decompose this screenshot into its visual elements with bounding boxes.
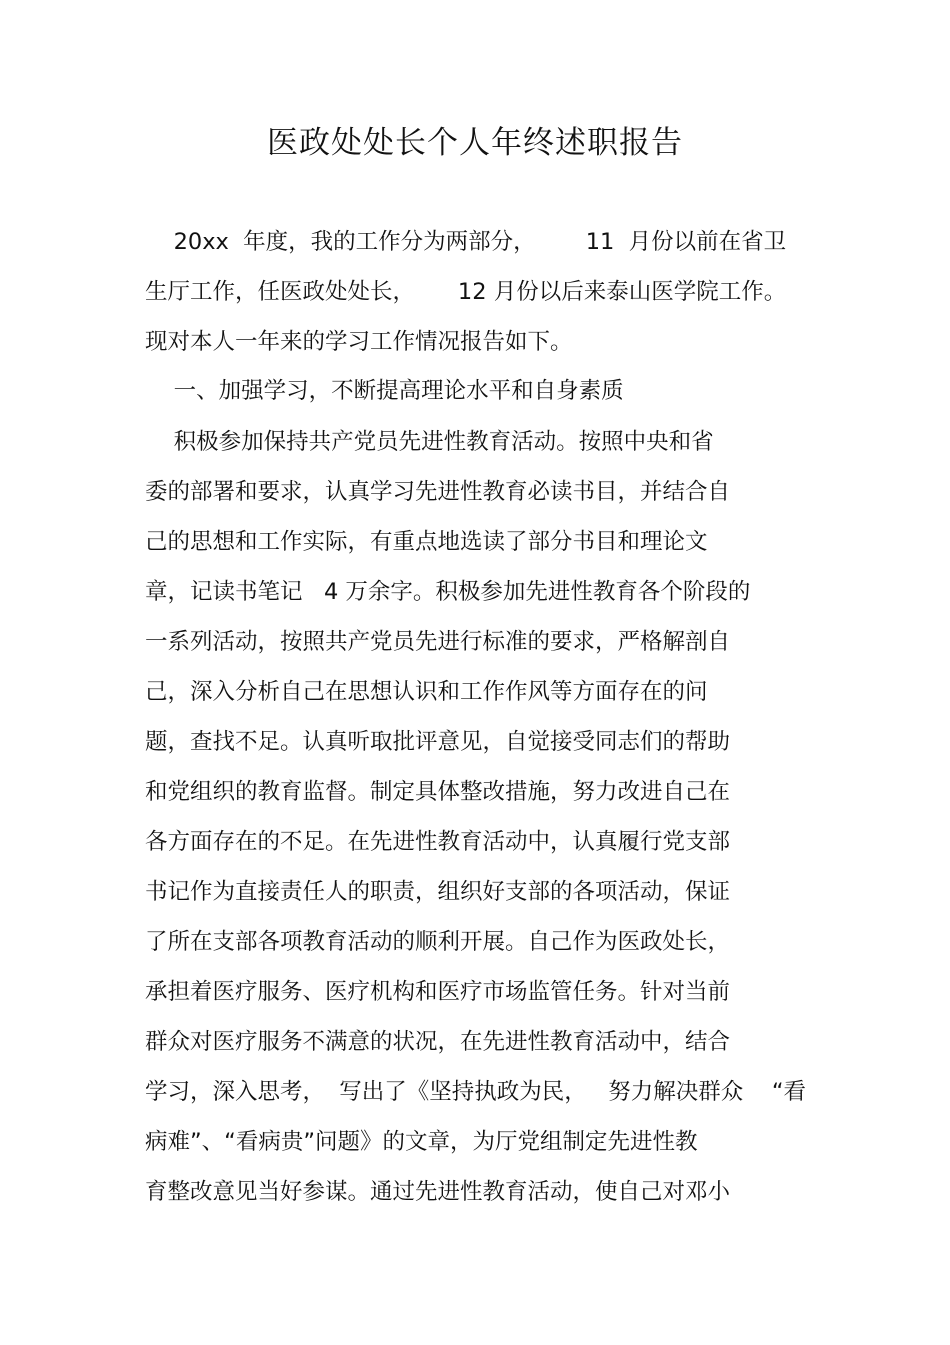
text-line: 现对本人一年来的学习工作情况报告如下。 xyxy=(145,329,573,355)
text-line: 书记作为直接责任人的职责，组织好支部的各项活动，保证 xyxy=(145,879,731,905)
text-line: 生厅工作，任医政处处长， 12 月份以后来泰山医学院工作。 xyxy=(145,279,787,305)
text-line: 承担着医疗服务、医疗机构和医疗市场监管任务。针对当前 xyxy=(145,979,731,1005)
document-title: 医政处处长个人年终述职报告 xyxy=(267,125,683,161)
text-line: 学习，深入思考， 写出了《坚持执政为民， 努力解决群众 “看 xyxy=(145,1079,807,1105)
text-line: 章，记读书笔记 4 万余字。积极参加先进性教育各个阶段的 xyxy=(145,579,751,605)
text-line: 题，查找不足。认真听取批评意见，自觉接受同志们的帮助 xyxy=(145,729,731,755)
text-line: 积极参加保持共产党员先进性教育活动。按照中央和省 xyxy=(145,429,714,455)
text-line: 一系列活动，按照共产党员先进行标准的要求，严格解剖自 xyxy=(145,629,731,655)
text-line: 己，深入分析自己在思想认识和工作作风等方面存在的问 xyxy=(145,679,708,705)
text-line: 和党组织的教育监督。制定具体整改措施，努力改进自己在 xyxy=(145,779,731,805)
text-line: 病难”、“看病贵”问题》的文章，为厅党组制定先进性教 xyxy=(145,1129,698,1155)
text-line: 群众对医疗服务不满意的状况，在先进性教育活动中，结合 xyxy=(145,1029,731,1055)
text-line: 己的思想和工作实际，有重点地选读了部分书目和理论文 xyxy=(145,529,708,555)
text-line: 育整改意见当好参谋。通过先进性教育活动，使自己对邓小 xyxy=(145,1179,731,1205)
text-line: 20xx 年度，我的工作分为两部分， 11 月份以前在省卫 xyxy=(145,229,787,255)
section-heading: 一、加强学习，不断提高理论水平和自身素质 xyxy=(145,378,624,404)
text-line: 了所在支部各项教育活动的顺利开展。自己作为医政处长， xyxy=(145,929,731,955)
text-line: 各方面存在的不足。在先进性教育活动中，认真履行党支部 xyxy=(145,829,731,855)
text-line: 委的部署和要求，认真学习先进性教育必读书目，并结合自 xyxy=(145,479,731,505)
